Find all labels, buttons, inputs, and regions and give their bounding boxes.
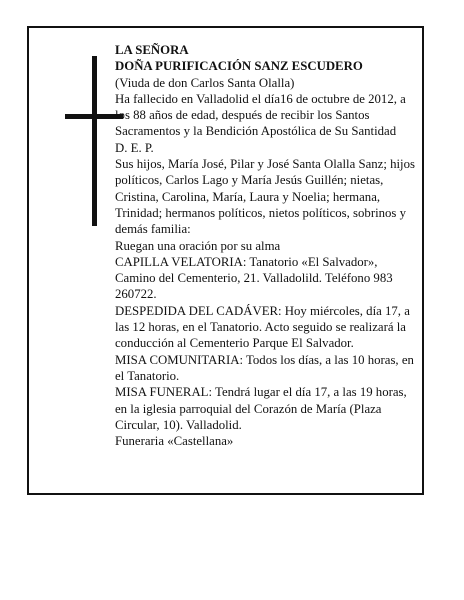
widow-of-line: (Viuda de don Carlos Santa Olalla): [115, 75, 295, 90]
header-line-1: LA SEÑORA: [115, 43, 189, 57]
community-mass-paragraph: MISA COMUNITARIA: Todos los días, a las 10 horas, en el Tanatorio.: [115, 352, 414, 383]
obituary-notice: [27, 26, 424, 495]
funeral-mass-paragraph: MISA FUNERAL: Tendrá lugar el día 17, a las 19 horas, en la iglesia parroquial del Corazón de María (Plaza Circular, 10). Valladolid.: [115, 385, 407, 432]
notice-text: [115, 42, 419, 449]
funeral-home: Funeraria «Castellana»: [115, 434, 234, 449]
farewell-paragraph: DESPEDIDA DEL CADÁVER: Hoy miércoles, día 17, a las 12 horas, en el Tanatorio. Acto seguido se realizará la conducción al Cementerio Parque El Salvador.: [115, 303, 410, 351]
death-statement: Ha fallecido en Valladolid el día16 de octubre de 2012, a los 88 años de edad, después de recibir los Santos Sacramentos y la Bendición Apostólica de Su Santidad: [115, 91, 406, 139]
rip-line: D. E. P.: [115, 140, 154, 155]
chapel-paragraph: CAPILLA VELATORIA: Tanatorio «El Salvador», Camino del Cementerio, 21. Valladolild. Teléfono 983 260722.: [115, 254, 393, 302]
family-paragraph: Sus hijos, María José, Pilar y José Santa Olalla Sanz; hijos políticos, Carlos Lago y María Jesús Guillén; nietas, Cristina, Carolina, María, Laura y Noelia; hermana, Trinidad; hermanos políticos, nietos políticos, sobrinos y demás familia:: [115, 157, 415, 237]
prayer-request: Ruegan una oración por su alma: [115, 238, 281, 253]
deceased-name: DOÑA PURIFICACIÓN SANZ ESCUDERO: [115, 59, 363, 74]
